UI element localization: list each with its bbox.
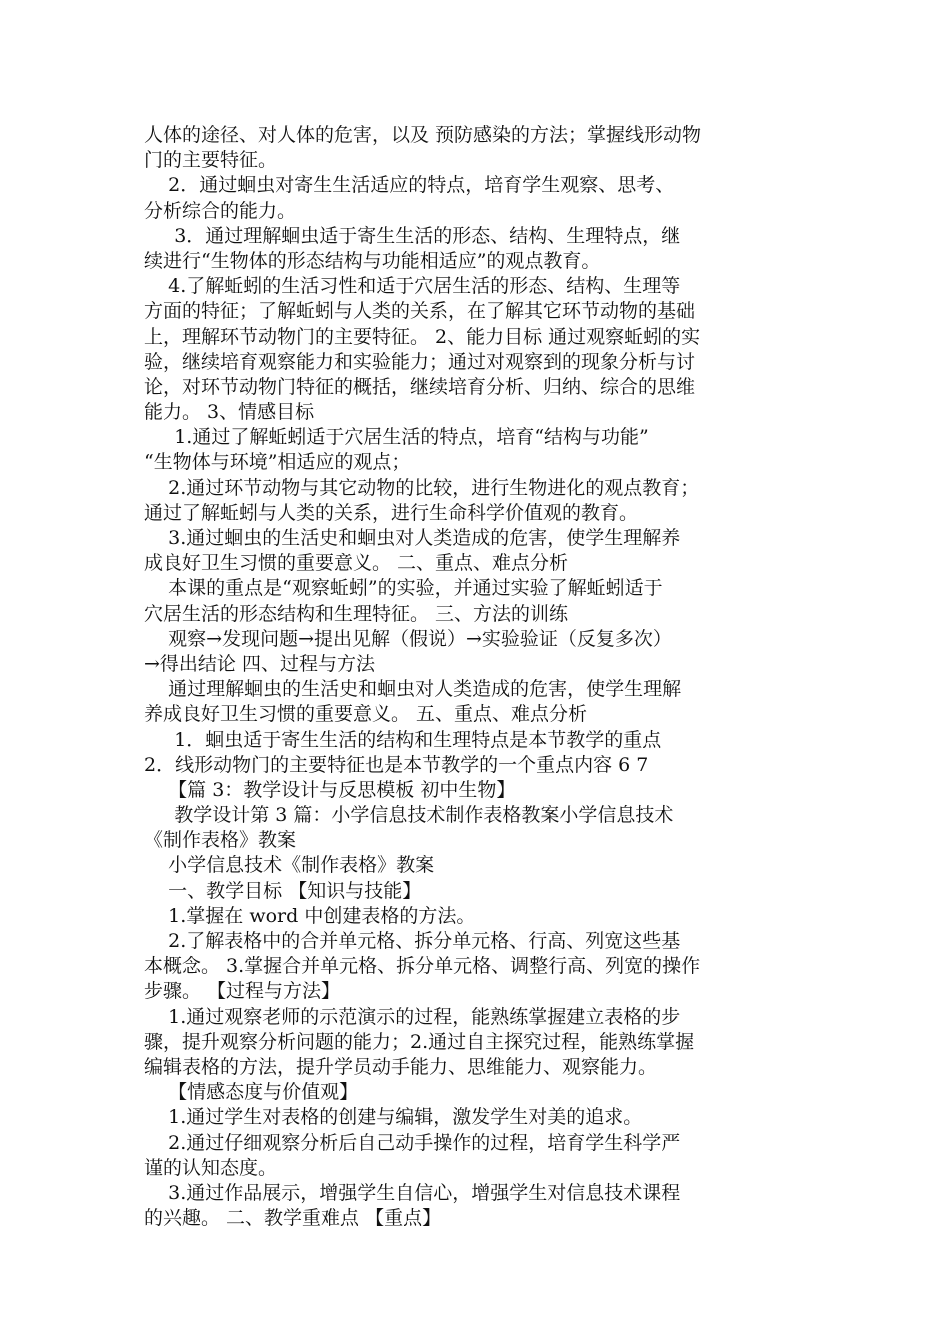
text-line: 教学设计第 3 篇：小学信息技术制作表格教案小学信息技术 [144, 804, 674, 827]
text-line: 2.了解表格中的合并单元格、拆分单元格、行高、列宽这些基 [144, 930, 681, 952]
text-line: 通过了解蚯蚓与人类的关系，进行生命科学价值观的教育。 [144, 501, 639, 524]
text-line: 骤，提升观察分析问题的能力；2.通过自主探究过程，能熟练掌握 [144, 1030, 695, 1053]
text-line: 《制作表格》教案 [144, 829, 297, 852]
text-line: 观察→发现问题→提出见解（假说）→实验验证（反复多次） [144, 627, 672, 650]
text-line: “生物体与环境”相适应的观点； [144, 451, 411, 474]
text-line: 3.通过蛔虫的生活史和蛔虫对人类造成的危害，使学生理解养 [144, 527, 681, 549]
text-line: 1.通过了解蚯蚓适于穴居生活的特点，培育“结构与功能” [144, 426, 649, 449]
text-line: 上，理解环节动物门的主要特征。 2、能力目标 通过观察蚯蚓的实 [144, 325, 701, 348]
text-line: 验，继续培育观察能力和实验能力；通过对观察到的现象分析与讨 [144, 350, 696, 373]
text-line: 2.通过环节动物与其它动物的比较，进行生物进化的观点教育； [144, 476, 700, 499]
text-line: 2.通过仔细观察分析后自己动手操作的过程，培育学生科学严 [144, 1131, 681, 1154]
text-line: 1.通过学生对表格的创建与编辑，激发学生对美的追求。 [144, 1106, 643, 1129]
text-line: 续进行“生物体的形态结构与功能相适应”的观点教育。 [144, 249, 601, 272]
text-line: 能力。 3、情感目标 [144, 401, 315, 424]
text-line: 谨的认知态度。 [144, 1156, 278, 1179]
text-line: 3．通过理解蛔虫适于寄生生活的形态、结构、生理特点，继 [144, 224, 681, 247]
text-line: 成良好卫生习惯的重要意义。 二、重点、难点分析 [144, 552, 569, 575]
document-body [144, 123, 814, 1231]
text-line: 养成良好卫生习惯的重要意义。 五、重点、难点分析 [144, 703, 588, 726]
text-line: 1．蛔虫适于寄生生活的结构和生理特点是本节教学的重点 [144, 728, 662, 751]
text-line: 人体的途径、对人体的危害，以及 预防感染的方法；掌握线形动物 [144, 124, 702, 146]
text-line: 一、教学目标 【知识与技能】 [144, 879, 422, 902]
text-line: 本概念。 3.掌握合并单元格、拆分单元格、调整行高、列宽的操作 [144, 955, 701, 978]
text-line: 1.通过观察老师的示范演示的过程，能熟练掌握建立表格的步 [144, 1005, 681, 1028]
text-line: 2．线形动物门的主要特征也是本节教学的一个重点内容 6 7 [144, 753, 649, 776]
text-line: 穴居生活的形态结构和生理特征。 三、方法的训练 [144, 602, 569, 625]
text-line: 【情感态度与价值观】 [144, 1081, 359, 1104]
text-line: 论，对环节动物门特征的概括，继续培育分析、归纳、综合的思维 [144, 375, 696, 398]
text-line: 步骤。 【过程与方法】 [144, 980, 341, 1003]
text-line: →得出结论 四、过程与方法 [144, 652, 375, 675]
text-line: 小学信息技术《制作表格》教案 [144, 854, 435, 877]
text-line: 1.掌握在 word 中创建表格的方法。 [144, 904, 476, 927]
text-line: 的兴趣。 二、教学重难点 【重点】 [144, 1207, 442, 1230]
text-line: 方面的特征；了解蚯蚓与人类的关系，在了解其它环节动物的基础 [144, 300, 696, 323]
text-line: 本课的重点是“观察蚯蚓”的实验，并通过实验了解蚯蚓适于 [144, 577, 663, 600]
text-line: 编辑表格的方法，提升学员动手能力、思维能力、观察能力。 [144, 1055, 658, 1078]
text-line: 3.通过作品展示，增强学生自信心，增强学生对信息技术课程 [144, 1181, 681, 1204]
text-line: 分析综合的能力。 [144, 199, 297, 222]
text-line: 通过理解蛔虫的生活史和蛔虫对人类造成的危害，使学生理解 [144, 678, 682, 701]
text-line: 【篇 3：教学设计与反思模板 初中生物】 [144, 778, 516, 801]
text-line: 门的主要特征。 [144, 149, 278, 172]
text-line: 2．通过蛔虫对寄生生活适应的特点，培育学生观察、思考、 [144, 174, 675, 197]
text-line: 4.了解蚯蚓的生活习性和适于穴居生活的形态、结构、生理等 [144, 275, 681, 298]
